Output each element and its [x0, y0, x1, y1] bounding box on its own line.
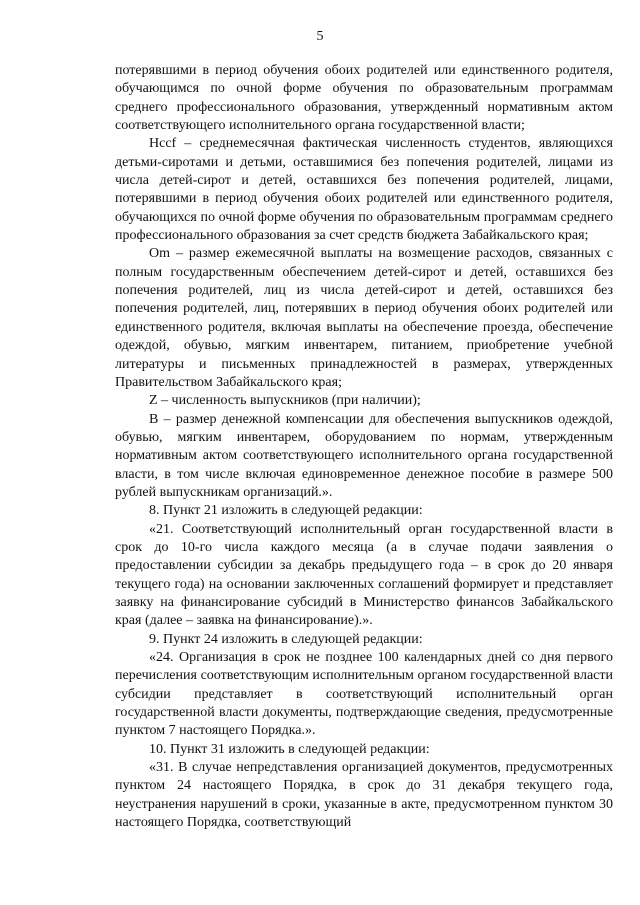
- paragraph-b-definition: В – размер денежной компенсации для обеспечения выпускников одеждой, обувью, мягким инвентарем, оборудованием по нормам, утвержденным нормативным актом соответствующего исполнительного органа государственной власти, в том числе включая единовременное денежное пособие в размере 500 рублей выпускникам организаций.».: [115, 411, 613, 500]
- paragraph-clause-24: «24. Организация в срок не позднее 100 календарных дней со дня первого перечисления соответствующим исполнительным органом государственной власти субсидии представляет в соответствующий исполнительный орган государственной власти документы, подтверждающие сведения, предусмотренные пунктом 7 настоящего Порядка.».: [115, 650, 613, 739]
- paragraph-item-9: 9. Пункт 24 изложить в следующей редакции:: [149, 631, 423, 647]
- paragraph-om-definition: Оm – размер ежемесячной выплаты на возмещение расходов, связанных с полным государственным обеспечением детей-сирот и детей, оставшихся без попечения родителей, лиц из числа детей-сирот и детей, оставшихся без попечения родителей, лиц, потерявших в период обучения обоих родителей или единственного родителя, включая выплаты на обеспечение проезда, обеспечение одеждой, обувью, мягким инвентарем, питанием, приобретение учебной литературы и письменных принадлежностей в размерах, утвержденных Правительством Забайкальского края;: [115, 246, 613, 390]
- paragraph-z-definition: Z – численность выпускников (при наличии);: [149, 393, 421, 409]
- document-body: [115, 62, 613, 832]
- paragraph-hccf-definition: Нccf – среднемесячная фактическая численность студентов, являющихся детьми-сиротами и детьми, оставшимися без попечения родителей, лицами из числа детей-сирот и детей, оставшихся без попечения родителей, лицами, потерявшими в период обучения обоих родителей или единственного родителя, обучающихся по очной форме обучения по образовательным программам среднего профессионального образования за счет средств бюджета Забайкальского края;: [115, 136, 613, 244]
- page-number: 5: [316, 29, 324, 44]
- paragraph-continuation: потерявшими в период обучения обоих родителей или единственного родителя, обучающимся по очной форме обучения по образовательным программам среднего профессионального образования, утвержденный нормативным актом соответствующего исполнительного органа государственной власти;: [115, 63, 613, 134]
- paragraph-clause-31: «31. В случае непредставления организацией документов, предусмотренных пунктом 24 настоящего Порядка, в срок до 31 декабря текущего года, неустранения нарушений в сроки, указанные в акте, предусмотренном пунктом 30 настоящего Порядка, соответствующий: [115, 760, 613, 831]
- paragraph-clause-21: «21. Соответствующий исполнительный орган государственной власти в срок до 10-го числа каждого месяца (а в случае подачи заявления о предоставлении субсидии за декабрь предыдущего года – в срок до 20 января текущего года) на основании заключенных соглашений формирует и представляет заявку на финансирование субсидий в Министерство финансов Забайкальского края (далее – заявка на финансирование).».: [115, 521, 613, 629]
- paragraph-item-10: 10. Пункт 31 изложить в следующей редакции:: [149, 741, 430, 757]
- paragraph-item-8: 8. Пункт 21 изложить в следующей редакции:: [149, 503, 423, 519]
